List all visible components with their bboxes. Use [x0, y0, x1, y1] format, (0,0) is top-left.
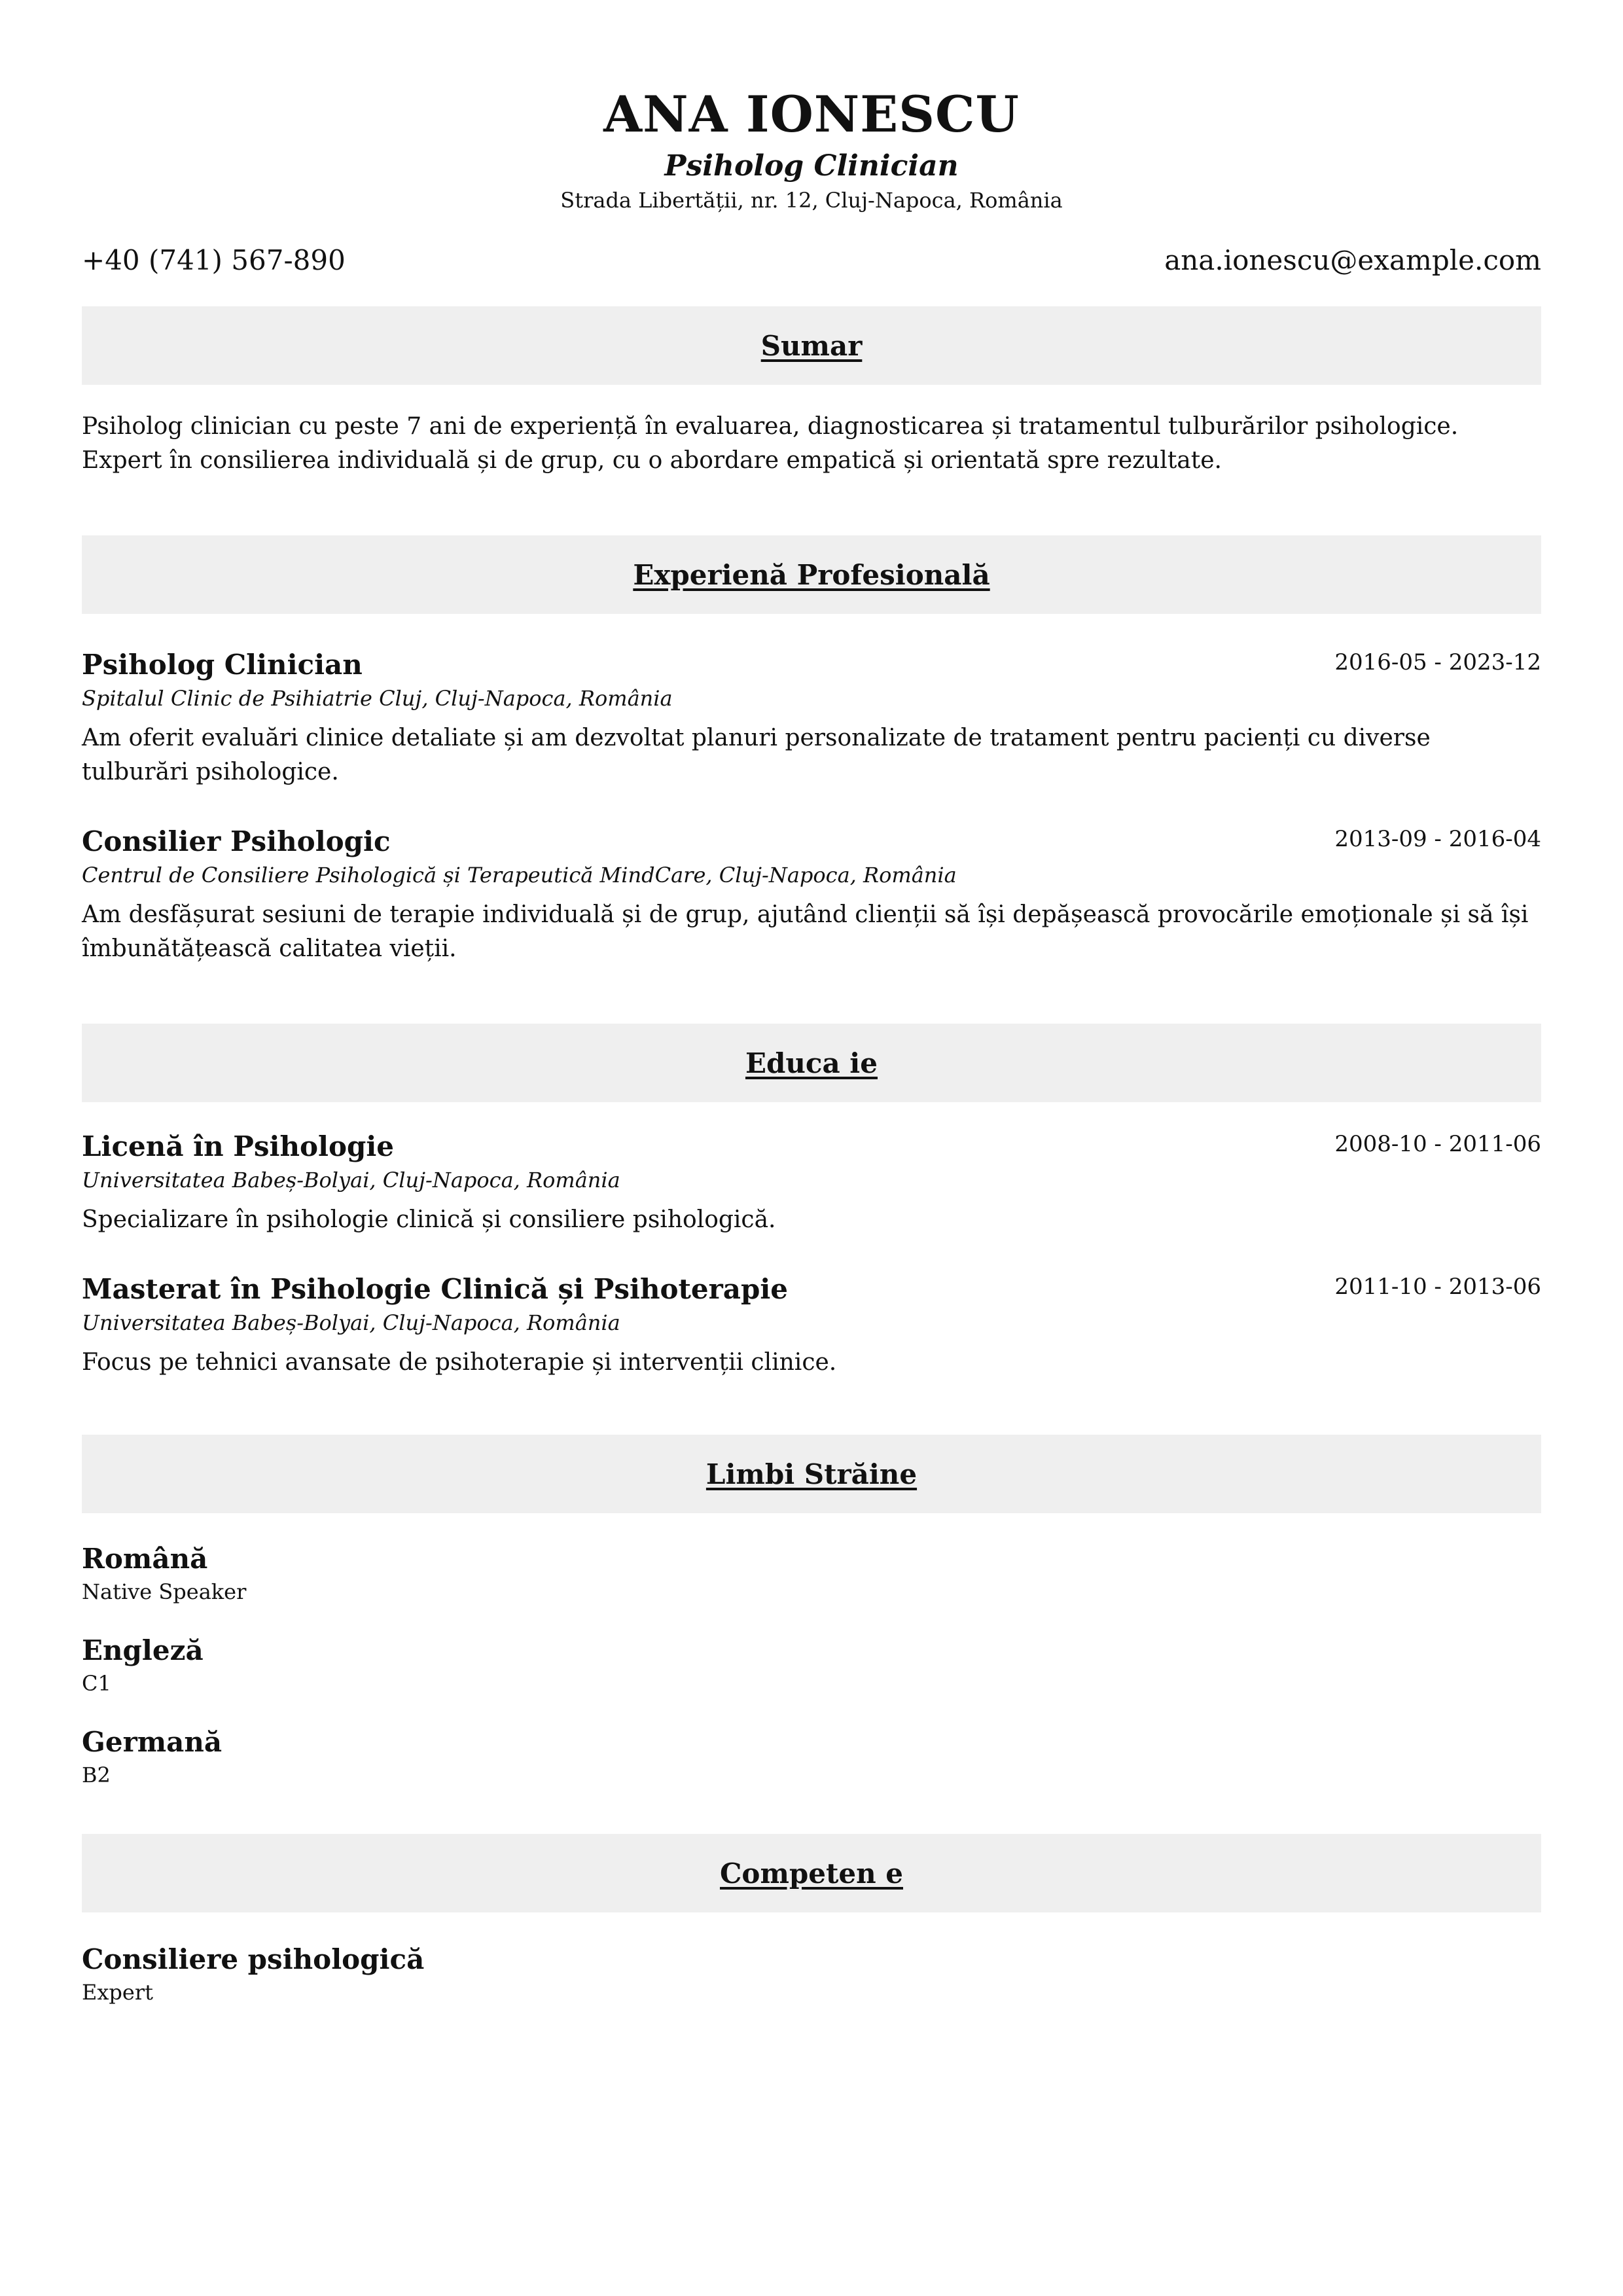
skill-name: Consiliere psihologică [82, 1943, 425, 1975]
candidate-title: Psiholog Clinician [664, 149, 959, 183]
section-header-skills: Competen e [82, 1834, 1541, 1912]
language-name: Română [82, 1543, 208, 1575]
summary-text: Psiholog clinician cu peste 7 ani de experiență în evaluarea, diagnosticarea și tratamentul tulburărilor psihologice. Expert în consilierea individuală și de grup, cu o abordare empatică și orientată spre rezultate. [82, 413, 1459, 474]
resume-header [82, 0, 1541, 215]
education-entry [82, 1128, 1541, 1237]
entry-organization: Universitatea Babeș-Bolyai, Cluj-Napoca, România [82, 1168, 620, 1193]
section-header-experience: Experienă Profesională [82, 535, 1541, 614]
entry-title: Masterat în Psihologie Clinică și Psihoterapie [82, 1273, 789, 1305]
language-level: Native Speaker [82, 1579, 247, 1604]
entry-title: Licenă în Psihologie [82, 1130, 395, 1162]
entry-date: 2013-09 - 2016-04 [1334, 826, 1541, 852]
section-header-languages: Limbi Străine [82, 1435, 1541, 1513]
candidate-address: Strada Libertății, nr. 12, Cluj-Napoca, România [560, 188, 1063, 213]
experience-entry [82, 647, 1541, 789]
language-item [82, 1724, 1541, 1789]
language-level: B2 [82, 1763, 111, 1787]
entry-description: Am oferit evaluări clinice detaliate și am dezvoltat planuri personalizate de tratament pentru pacienți cu diverse tulburări psihologice. [82, 725, 1431, 785]
language-item [82, 1632, 1541, 1698]
language-name: Germană [82, 1726, 223, 1758]
language-name: Engleză [82, 1634, 204, 1666]
entry-title: Psiholog Clinician [82, 649, 363, 681]
entry-organization: Universitatea Babeș-Bolyai, Cluj-Napoca, România [82, 1310, 620, 1335]
entry-header [82, 647, 1541, 683]
entry-date: 2011-10 - 2013-06 [1334, 1274, 1541, 1300]
entry-description: Am desfășurat sesiuni de terapie individuală și de grup, ajutând clienții să își depășească provocările emoționale și să își îmbunătățească calitatea vieții. [82, 901, 1529, 962]
phone-number: +40 (741) 567-890 [82, 244, 346, 276]
entry-title: Consilier Psihologic [82, 825, 391, 857]
contact-row [82, 241, 1541, 280]
entry-header [82, 823, 1541, 860]
experience-entry [82, 823, 1541, 966]
email-address: ana.ionescu@example.com [1164, 244, 1541, 276]
entry-description: Specializare în psihologie clinică și consiliere psihologică. [82, 1206, 776, 1233]
entry-date: 2008-10 - 2011-06 [1334, 1131, 1541, 1157]
candidate-name: ANA IONESCU [603, 85, 1020, 143]
entry-header [82, 1128, 1541, 1165]
language-item [82, 1541, 1541, 1606]
entry-description: Focus pe tehnici avansate de psihoterapie și intervenții clinice. [82, 1349, 837, 1376]
education-entry [82, 1271, 1541, 1380]
language-level: C1 [82, 1671, 111, 1696]
entry-date: 2016-05 - 2023-12 [1334, 649, 1541, 675]
entry-header [82, 1271, 1541, 1308]
skill-item [82, 1941, 1541, 2007]
skill-level: Expert [82, 1980, 153, 2005]
entry-organization: Spitalul Clinic de Psihiatrie Cluj, Cluj-Napoca, România [82, 686, 673, 711]
section-header-summary: Sumar [82, 306, 1541, 385]
entry-organization: Centrul de Consiliere Psihologică și Terapeutică MindCare, Cluj-Napoca, România [82, 863, 957, 888]
section-header-education: Educa ie [82, 1024, 1541, 1102]
